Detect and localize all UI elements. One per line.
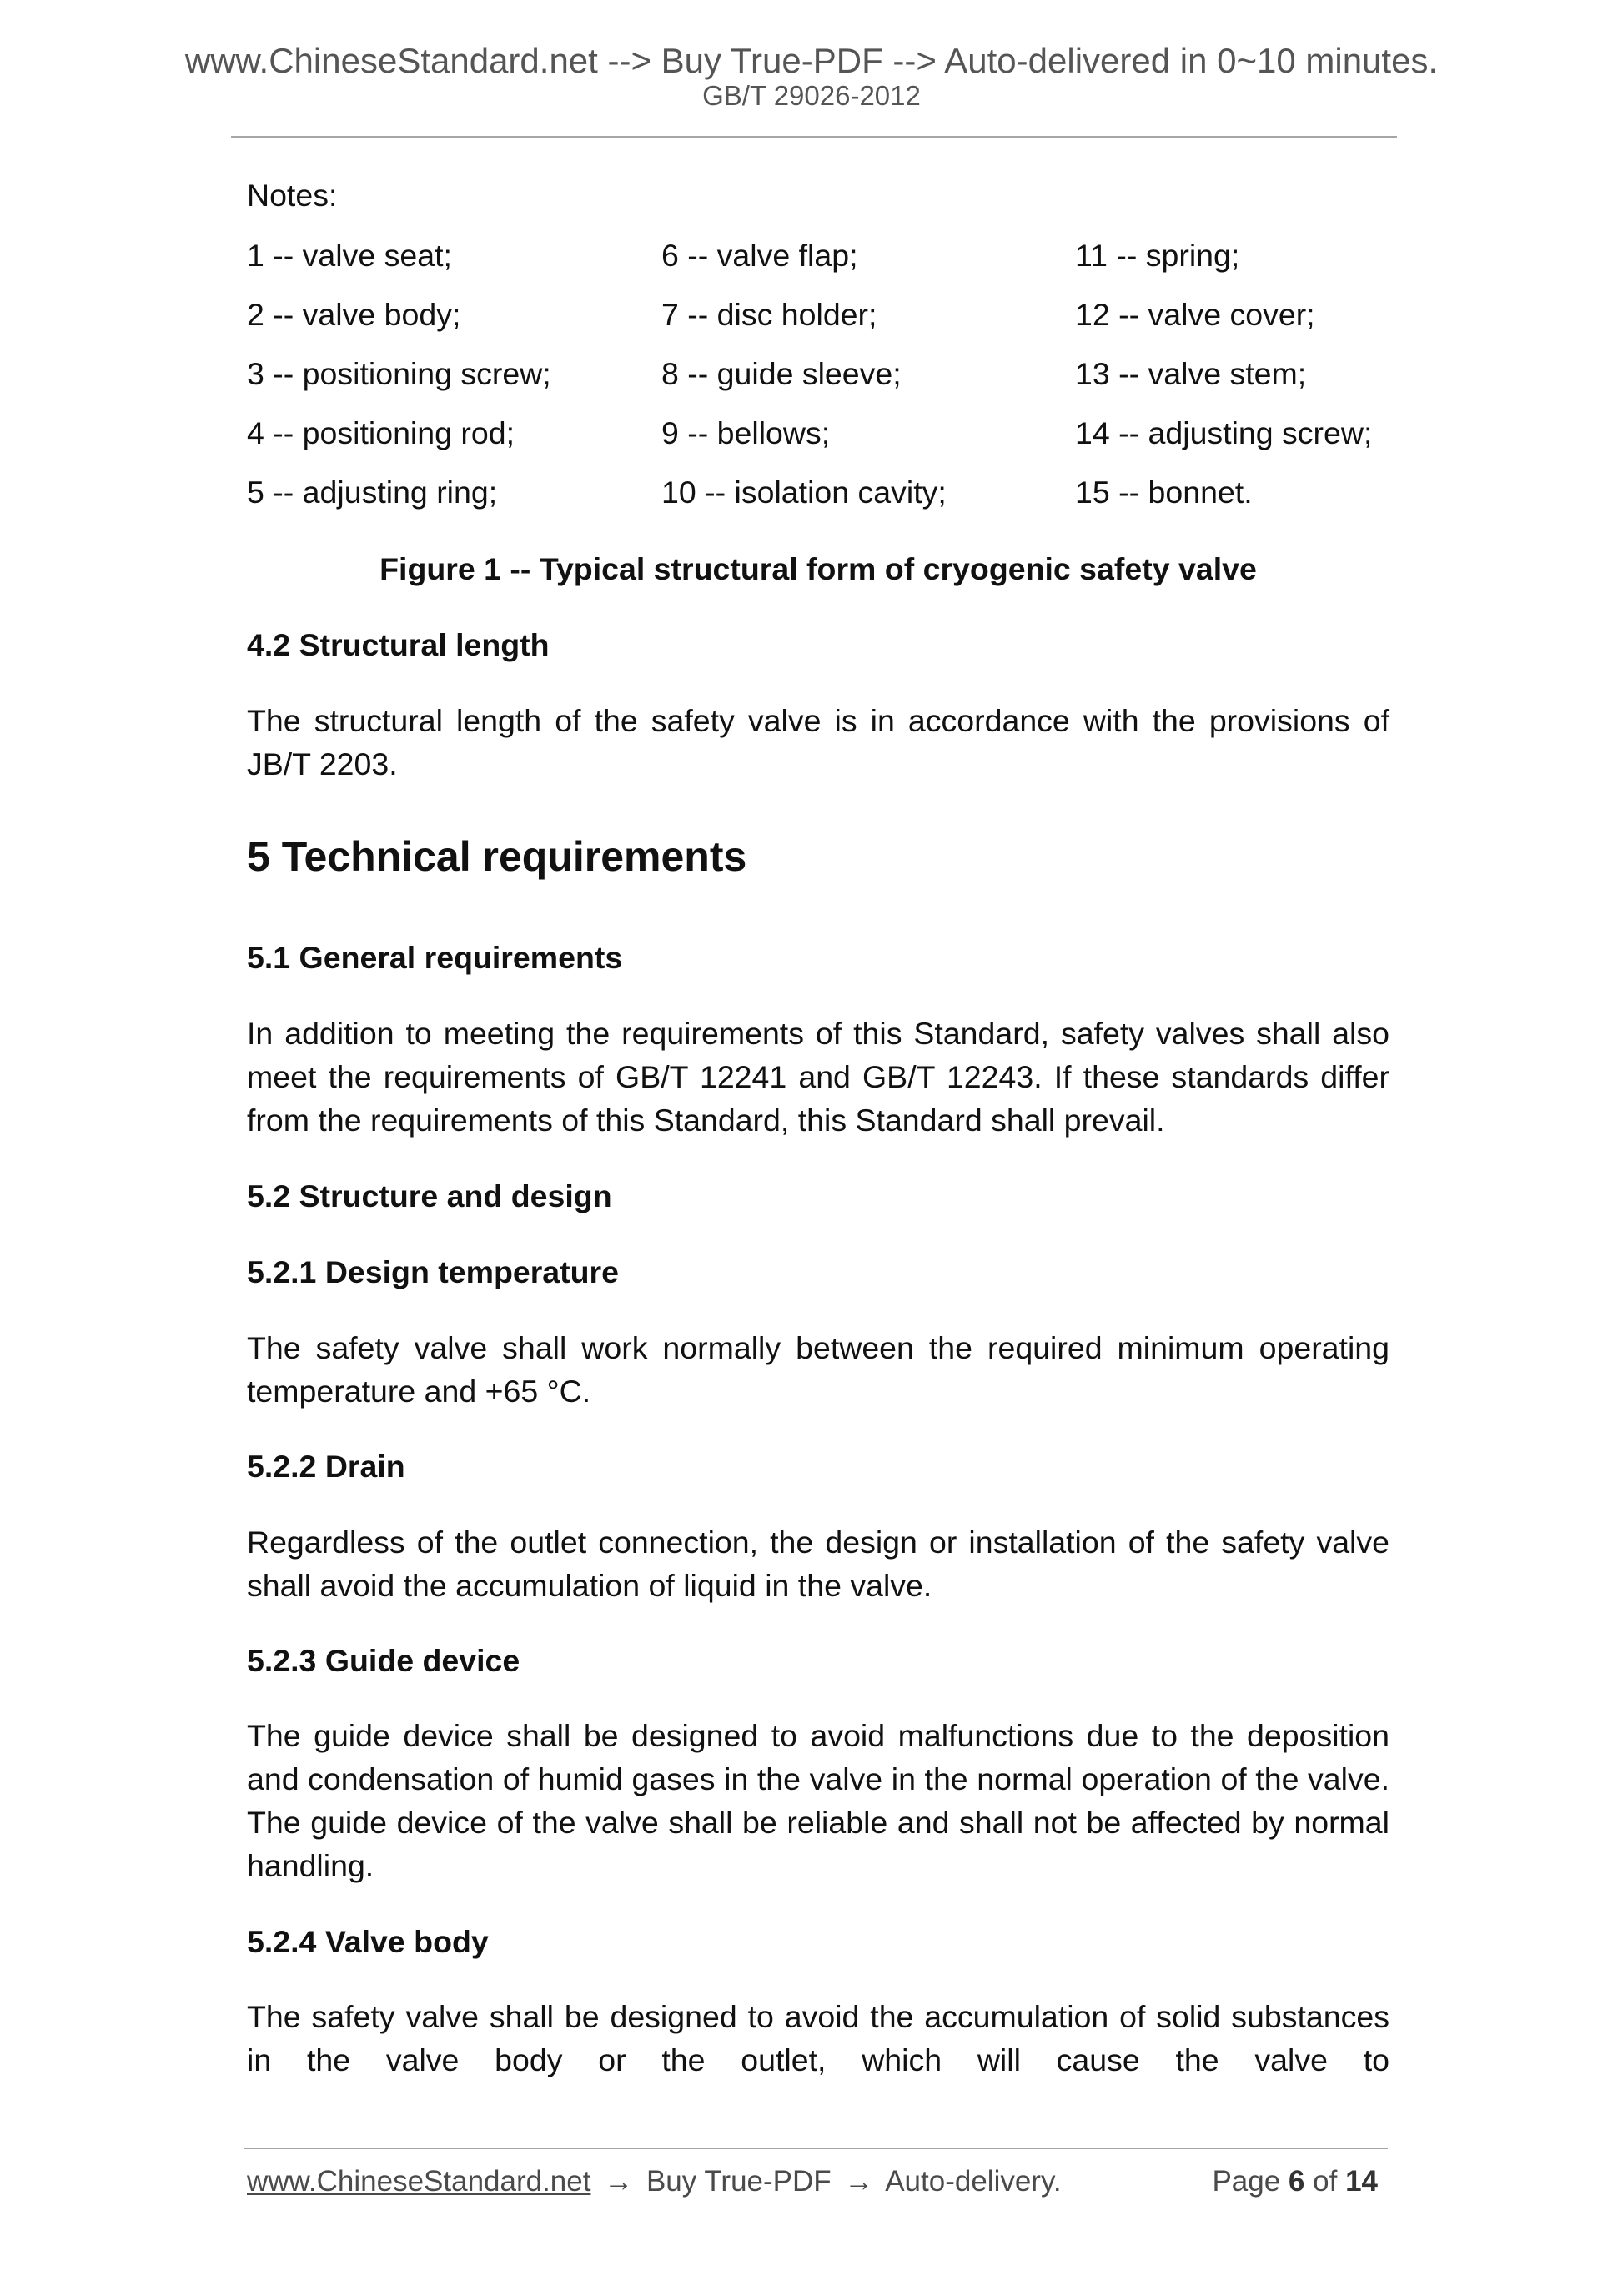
top-banner[interactable]: www.ChineseStandard.net --> Buy True-PDF --> Auto-delivered in 0~10 minutes. <box>184 41 1439 80</box>
page-label: Page <box>1212 2165 1281 2198</box>
legend-row <box>247 411 1414 470</box>
section-4-2-heading: 4.2 Structural length <box>247 627 550 662</box>
page-footer <box>247 2164 1386 2199</box>
legend-row <box>247 352 1414 411</box>
legend-row <box>247 470 1414 530</box>
legend-item: 8 -- guide sleeve; <box>661 356 902 391</box>
section-5-2-2-heading: 5.2.2 Drain <box>247 1449 405 1484</box>
arrow-right-icon: → <box>844 2165 874 2198</box>
section-5-2-3-heading: 5.2.3 Guide device <box>247 1643 520 1678</box>
section-4-2-text: The structural length of the safety valve is in accordance with the provisions of JB/T 2203. <box>247 703 1389 781</box>
legend-item: 13 -- valve stem; <box>1075 356 1307 391</box>
section-5-1-text: In addition to meeting the requirements of this Standard, safety valves shall also meet the requirements of GB/T 12241 and GB/T 12243. If these standards differ from the requirements of this Standard, this Standard shall prevail. <box>247 1016 1389 1138</box>
section-5-2-3-text: The guide device shall be designed to avoid malfunctions due to the deposition and condensation of humid gases in the valve in the normal operation of the valve. The guide device of the valve shall be reliable and shall not be affected by normal handling. <box>247 1718 1389 1883</box>
legend-item: 2 -- valve body; <box>247 297 461 332</box>
header-divider <box>231 136 1397 138</box>
footer-divider <box>244 2148 1388 2149</box>
legend-item: 15 -- bonnet. <box>1075 475 1253 510</box>
legend-item: 7 -- disc holder; <box>661 297 877 332</box>
legend-row <box>247 234 1414 293</box>
page-number <box>1212 2164 1378 2199</box>
section-5-heading: 5 Technical requirements <box>247 833 747 880</box>
arrow-right-icon: → <box>604 2165 634 2198</box>
legend-item: 5 -- adjusting ring; <box>247 475 498 510</box>
legend-item: 3 -- positioning screw; <box>247 356 551 391</box>
figure-caption: Figure 1 -- Typical structural form of cryogenic safety valve <box>379 551 1257 586</box>
section-5-2-heading: 5.2 Structure and design <box>247 1178 612 1213</box>
figure-legend <box>247 234 1414 530</box>
section-5-2-4-heading: 5.2.4 Valve body <box>247 1924 489 1959</box>
legend-item: 11 -- spring; <box>1075 238 1240 273</box>
total-pages: 14 <box>1345 2165 1378 2198</box>
legend-item: 10 -- isolation cavity; <box>661 475 947 510</box>
section-5-1-heading: 5.1 General requirements <box>247 940 623 975</box>
of-label: of <box>1313 2165 1338 2198</box>
legend-item: 14 -- adjusting screw; <box>1075 415 1373 450</box>
legend-item: 1 -- valve seat; <box>247 238 452 273</box>
document-code: GB/T 29026-2012 <box>702 80 921 111</box>
section-5-2-1-heading: 5.2.1 Design temperature <box>247 1254 620 1289</box>
section-5-2-4-text: The safety valve shall be designed to avoid the accumulation of solid substances in the valve body or the outlet, which will cause the valve to <box>247 1999 1389 2077</box>
current-page: 6 <box>1288 2165 1305 2198</box>
section-5-2-1-text: The safety valve shall work normally between the required minimum operating temperature and +65 °C. <box>247 1330 1389 1409</box>
footer-delivery-text: Auto-delivery. <box>885 2165 1062 2198</box>
section-5-2-2-text: Regardless of the outlet connection, the design or installation of the safety valve shall avoid the accumulation of liquid in the valve. <box>247 1525 1389 1603</box>
legend-item: 4 -- positioning rod; <box>247 415 515 450</box>
footer-site-link[interactable]: www.ChineseStandard.net <box>247 2165 591 2198</box>
notes-title: Notes: <box>247 178 338 213</box>
legend-item: 6 -- valve flap; <box>661 238 858 273</box>
legend-item: 12 -- valve cover; <box>1075 297 1315 332</box>
legend-item: 9 -- bellows; <box>661 415 831 450</box>
footer-buy-text: Buy True-PDF <box>646 2165 832 2198</box>
legend-row <box>247 293 1414 352</box>
